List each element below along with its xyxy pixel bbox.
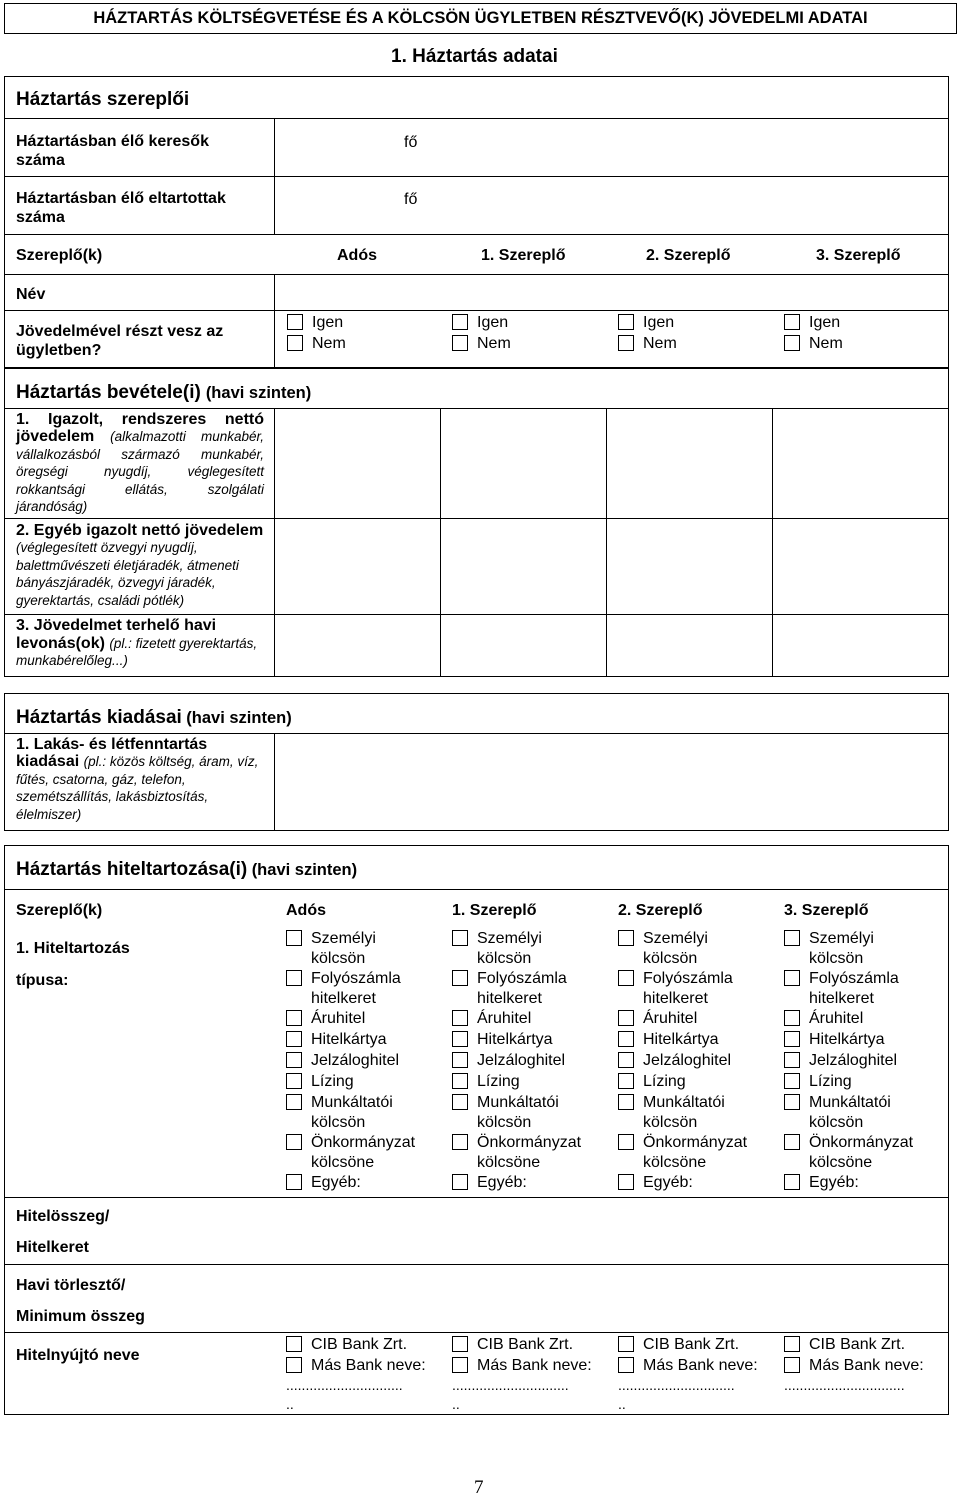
checkbox-icon[interactable] [452, 1134, 468, 1150]
checkbox-icon[interactable] [784, 1134, 800, 1150]
checkbox-icon[interactable] [286, 1031, 302, 1047]
loans-col-debtor: Adós [286, 902, 326, 919]
dependents-label: Háztartásban élő eltartottak száma [16, 190, 226, 226]
income-row-1-title: 1. Igazolt, rendszeres nettó jövedelem [16, 411, 264, 445]
checkbox-icon[interactable] [286, 1052, 302, 1068]
earners-unit: fő [404, 134, 418, 151]
lender-dots-tail: .. [618, 1396, 626, 1412]
checkbox-icon[interactable] [618, 1134, 634, 1150]
expenses-row-note: (pl.: közös költség, áram, víz, fűtés, csatorna, gáz, telefon, szemétszállítás, lakásbiztosítás, élelmiszer) [16, 754, 259, 822]
lender-dots-tail: .. [452, 1396, 460, 1412]
checkbox-icon[interactable] [784, 1174, 800, 1190]
col-header-participant-3: 3. Szereplő [816, 247, 901, 264]
lender-dots: .............................. [618, 1377, 735, 1393]
page-number: 7 [474, 1477, 484, 1496]
checkbox-icon[interactable] [452, 1031, 468, 1047]
expenses-title-main: Háztartás kiadásai [16, 707, 182, 728]
checkbox-icon[interactable] [452, 1073, 468, 1089]
loans-title-main: Háztartás hiteltartozása(i) [16, 859, 248, 880]
income-row-3-note: (pl.: fizetett gyerektartás, munkabérelőleg...) [16, 635, 258, 668]
checkbox-icon[interactable] [784, 1094, 800, 1110]
income-row-3-title: 3. Jövedelmet terhelő havi levonás(ok) [16, 617, 217, 652]
checkbox-icon[interactable] [618, 1031, 634, 1047]
checkbox-icon[interactable] [784, 1031, 800, 1047]
checkbox-icon[interactable] [452, 970, 468, 986]
checkbox-icon[interactable] [452, 314, 468, 330]
checkbox-icon[interactable] [286, 1073, 302, 1089]
income-title [16, 381, 311, 404]
checkbox-icon[interactable] [452, 1010, 468, 1026]
checkbox-icon[interactable] [784, 1357, 800, 1373]
checkbox-icon[interactable] [784, 314, 800, 330]
checkbox-icon[interactable] [784, 1336, 800, 1352]
loan-type-label-2: típusa: [16, 972, 69, 989]
checkbox-icon[interactable] [452, 1357, 468, 1373]
income-row-2-note: (véglegesített özvegyi nyugdíj, balettművészeti életjáradék, átmeneti bányászjáradék, özvegyi járadék, gyerektartás, családi pótlék) [16, 540, 239, 608]
expenses-title [16, 707, 292, 730]
checkbox-icon[interactable] [618, 930, 634, 946]
earners-label: Háztartásban élő keresők száma [16, 133, 209, 169]
repayment-label-2: Minimum összeg [16, 1308, 145, 1325]
checkbox-icon[interactable] [618, 1073, 634, 1089]
income-title-suffix: (havi szinten) [205, 384, 312, 402]
checkbox-icon[interactable] [287, 335, 303, 351]
loans-title-suffix: (havi szinten) [251, 861, 358, 879]
checkbox-icon[interactable] [618, 1174, 634, 1190]
checkbox-icon[interactable] [452, 1336, 468, 1352]
loans-col-participants: Szereplő(k) [16, 902, 103, 919]
checkbox-icon[interactable] [452, 1094, 468, 1110]
checkbox-icon[interactable] [286, 970, 302, 986]
checkbox-icon[interactable] [784, 1052, 800, 1068]
household-members-label: Háztartás szereplői [16, 89, 190, 110]
checkbox-icon[interactable] [618, 970, 634, 986]
lender-dots: .............................. [452, 1377, 569, 1393]
checkbox-icon[interactable] [618, 1336, 634, 1352]
name-label: Név [16, 286, 46, 303]
income-title-main: Háztartás bevétele(i) [16, 382, 201, 403]
checkbox-icon[interactable] [286, 1357, 302, 1373]
section1-title: 1. Háztartás adatai [391, 46, 558, 67]
loan-type-label-1: 1. Hiteltartozás [16, 940, 130, 957]
col-header-participants: Szereplő(k) [16, 247, 103, 264]
checkbox-icon[interactable] [784, 335, 800, 351]
lender-dots: .............................. [286, 1377, 403, 1393]
checkbox-icon[interactable] [618, 314, 634, 330]
checkbox-icon[interactable] [618, 1357, 634, 1373]
income-row-1-label [16, 411, 264, 516]
lender-label: Hitelnyújtó neve [16, 1347, 140, 1364]
repayment-label-1: Havi törlesztő/ [16, 1277, 126, 1294]
checkbox-icon[interactable] [286, 1094, 302, 1110]
loans-col-participant-3: 3. Szereplő [784, 902, 869, 919]
loans-title [16, 859, 357, 882]
checkbox-icon[interactable] [784, 930, 800, 946]
loan-amount-label-1: Hitelösszeg/ [16, 1208, 110, 1225]
checkbox-icon[interactable] [286, 1134, 302, 1150]
checkbox-icon[interactable] [784, 1073, 800, 1089]
checkbox-icon[interactable] [286, 930, 302, 946]
participation-label: Jövedelmével részt vesz az ügyletben? [16, 323, 224, 359]
col-header-participant-2: 2. Szereplő [646, 247, 731, 264]
expenses-row-label [16, 736, 264, 823]
dependents-unit: fő [404, 191, 418, 208]
checkbox-icon[interactable] [286, 1336, 302, 1352]
checkbox-icon[interactable] [452, 930, 468, 946]
expenses-row-title: 1. Lakás- és létfenntartás kiadásai [16, 736, 208, 770]
lender-dots-tail: .. [286, 1396, 294, 1412]
page-title: HÁZTARTÁS KÖLTSÉGVETÉSE ÉS A KÖLCSÖN ÜGYLETBEN RÉSZTVEVŐ(K) JÖVEDELMI ADATAI [93, 9, 868, 27]
col-header-participant-1: 1. Szereplő [481, 247, 566, 264]
income-row-1-note: (alkalmazotti munkabér, vállalkozásból származó munkabér, öregségi nyugdíj, véglegesített rokkantsági ellátás, szolgálati járandóság) [16, 429, 264, 514]
checkbox-icon[interactable] [452, 1052, 468, 1068]
loans-col-participant-1: 1. Szereplő [452, 902, 537, 919]
checkbox-icon[interactable] [618, 1010, 634, 1026]
checkbox-icon[interactable] [452, 1174, 468, 1190]
expenses-title-suffix: (havi szinten) [186, 709, 292, 727]
loans-col-participant-2: 2. Szereplő [618, 902, 703, 919]
income-row-2-title: 2. Egyéb igazolt nettó jövedelem [16, 522, 264, 539]
checkbox-icon[interactable] [618, 1094, 634, 1110]
col-header-debtor: Adós [337, 247, 377, 264]
checkbox-icon[interactable] [452, 335, 468, 351]
checkbox-icon[interactable] [286, 1010, 302, 1026]
loan-amount-label-2: Hitelkeret [16, 1239, 89, 1256]
lender-dots: ............................... [784, 1377, 905, 1393]
checkbox-icon[interactable] [618, 1052, 634, 1068]
checkbox-icon[interactable] [286, 1174, 302, 1190]
income-row-3-label [16, 617, 264, 670]
income-row-2-label [16, 522, 264, 609]
checkbox-icon[interactable] [784, 970, 800, 986]
checkbox-icon[interactable] [287, 314, 303, 330]
checkbox-icon[interactable] [618, 335, 634, 351]
checkbox-icon[interactable] [784, 1010, 800, 1026]
